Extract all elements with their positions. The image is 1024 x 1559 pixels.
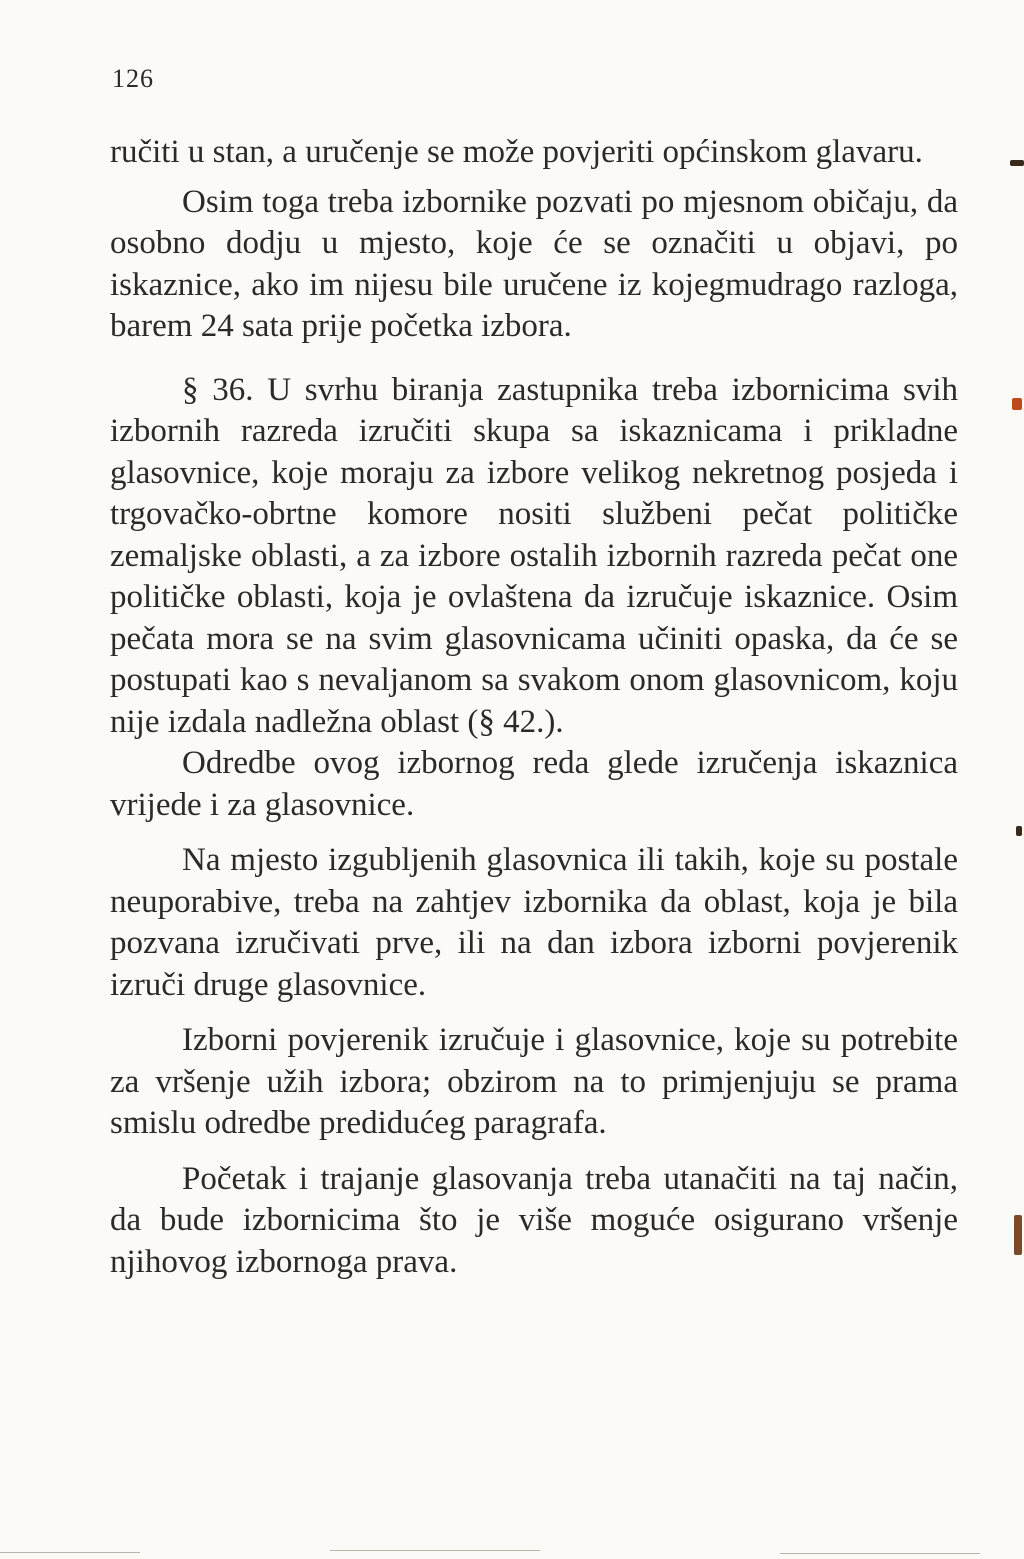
scan-edge-mark (1012, 398, 1022, 410)
page-number: 126 (112, 64, 154, 93)
paragraph-odredbe: Odredbe ovog izbornog reda glede izručenja iskaznica vrijede i za glasovnice. (110, 745, 958, 823)
scan-line (0, 1552, 140, 1553)
scan-edge-mark (1016, 826, 1022, 836)
scan-line (330, 1550, 540, 1551)
scan-line (780, 1553, 980, 1554)
paragraph-izbornici-poziv: Osim toga treba izbornike pozvati po mjesnom običaju, da osobno dodju u mjesto, koje će se označiti u objavi, po iskaznice, ako im nijesu bile uručene iz kojegmudrago razloga, barem 24 sata prije početka izbora. (110, 183, 958, 344)
paragraph-pocetak-glasovanja: Početak i trajanje glasovanja treba utanačiti na taj način, da bude izbornicima što je više moguće osigurano vršenje njihovog izbornoga prava. (110, 1160, 958, 1280)
paragraph-izgubljene-glasovnice: Na mjesto izgubljenih glasovnica ili takih, koje su postale neuporabive, treba na zahtjev izbornika da oblast, koja je bila pozvana izručivati prve, ili na dan izbora izborni povjerenik izruči druge glasovnice. (110, 842, 958, 1003)
paragraph-section-36: § 36. U svrhu biranja zastupnika treba izbornicima svih izbornih razreda izručiti skupa sa iskaznicama i prikladne glasovnice, koje moraju za izbore velikog nekretnog posjeda i trgovačko-obrtne komore nositi službeni pečat političke zemaljske oblasti, a za izbore ostalih izbornih razreda pečat one političke oblasti, koja je ovlaštena da izručuje iskaznice. Osim pečata mora se na svim glasovnicama učiniti opaska, da će se postupati kao s nevaljanom sa svakom onom glasovnicom, koju nije izdala nadležna oblast (§ 42.). (110, 371, 958, 740)
body-text (110, 132, 958, 1283)
scan-edge-mark (1010, 160, 1024, 166)
paragraph-continuation: ručiti u stan, a uručenje se može povjeriti općinskom glavaru. (110, 134, 923, 170)
scan-edge-mark (1014, 1215, 1022, 1255)
paragraph-uzi-izbori: Izborni povjerenik izručuje i glasovnice, koje su potrebite za vršenje užih izbora; obzirom na to primjenjuju se prama smislu odredbe predidućeg paragrafa. (110, 1022, 958, 1141)
